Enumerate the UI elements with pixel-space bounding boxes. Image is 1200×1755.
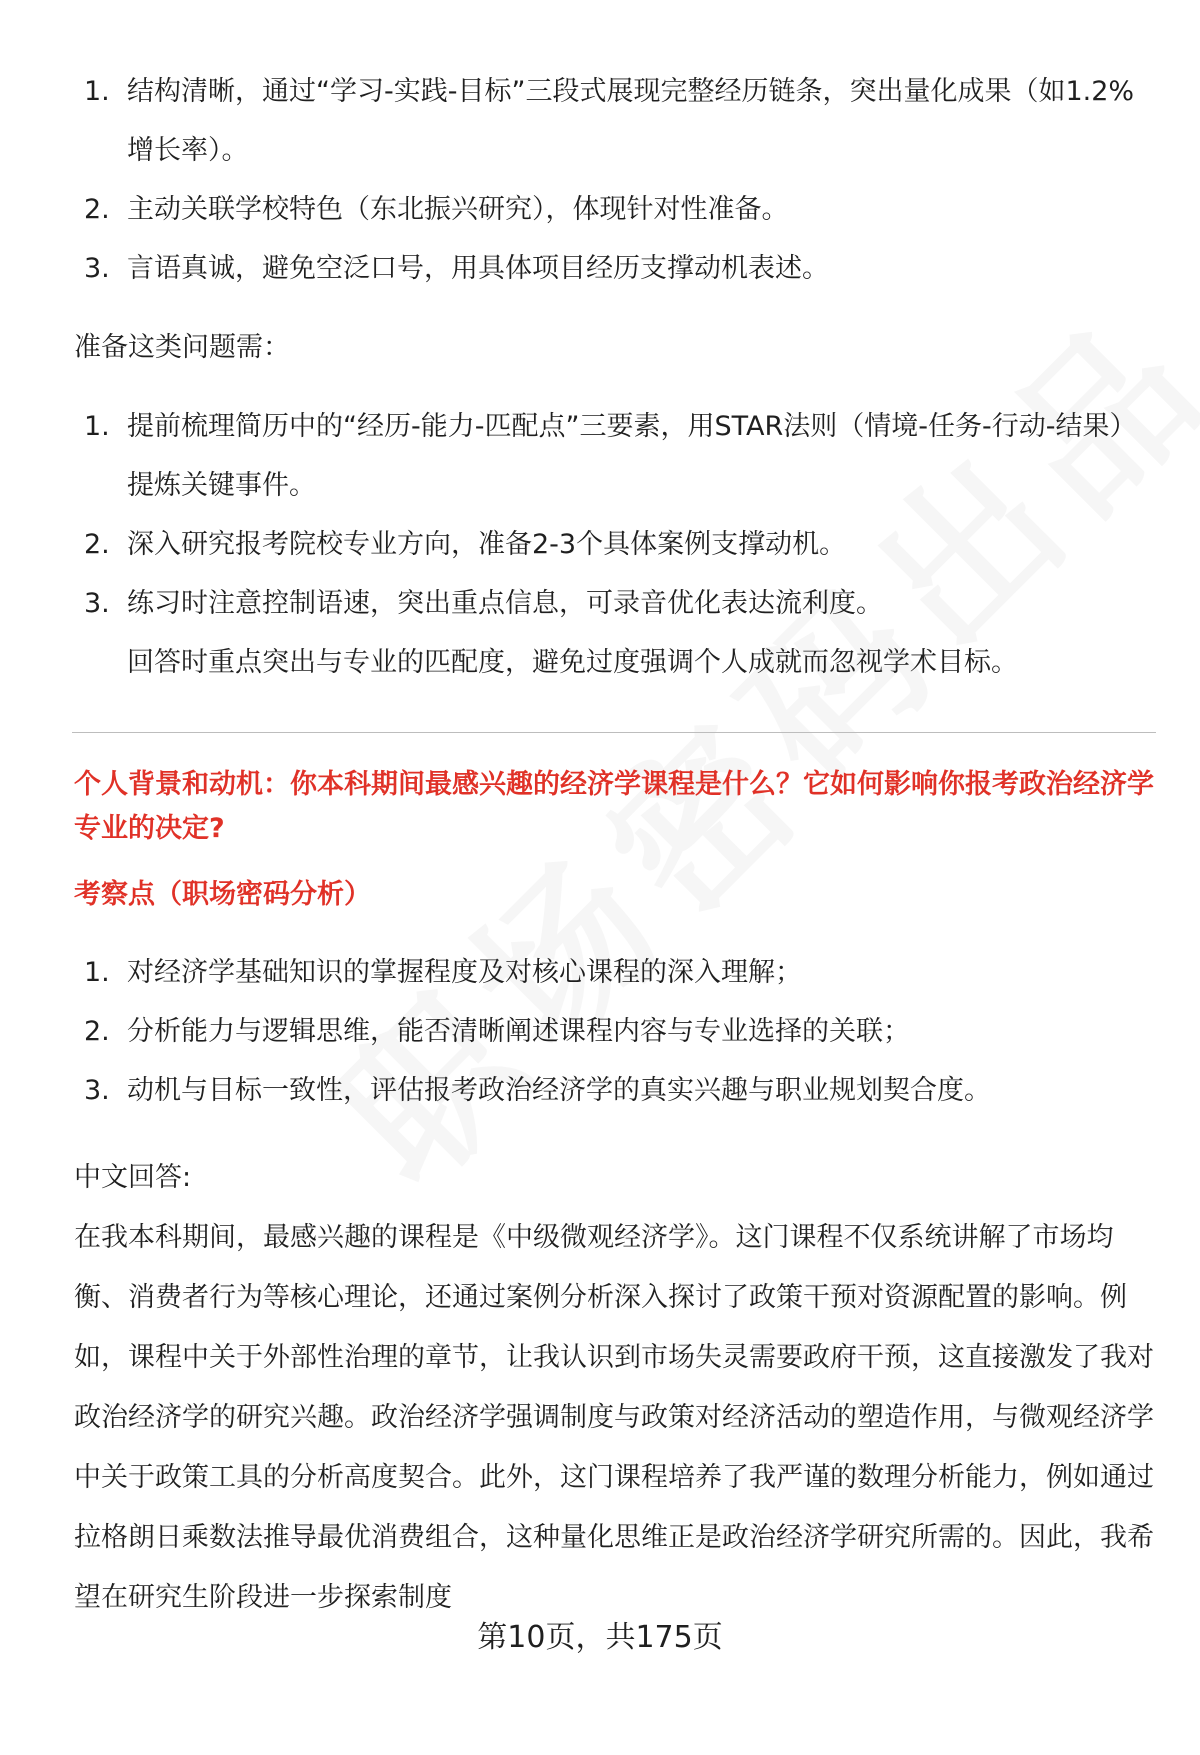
answer-label: 中文回答: <box>74 1162 192 1193</box>
list-item <box>74 943 1154 1002</box>
list-number: 2. <box>84 1016 110 1047</box>
list-number: 1. <box>84 76 110 107</box>
exam-points-list <box>74 943 1154 1120</box>
prep-label: 准备这类问题需： <box>74 332 290 363</box>
preparation-note: 回答时重点突出与专业的匹配度，避免过度强调个人成就而忽视学术目标。 <box>127 647 1018 678</box>
answer-text: 在我本科期间，最感兴趣的课程是《中级微观经济学》。这门课程不仅系统讲解了市场均衡、消费者行为等核心理论，还通过案例分析深入探讨了政策干预对资源配置的影响。例如，课程中关于外部性治理的章节，让我认识到市场失灵需要政府干预，这直接激发了我对政治经济学的研究兴趣。政治经济学强调制度与政策对经济活动的塑造作用，与微观经济学中关于政策工具的分析高度契合。此外，这门课程培养了我严谨的数理分析能力，例如通过拉格朗日乘数法推导最优消费组合，这种量化思维正是政治经济学研究所需的。因此，我希望在研究生阶段进一步探索制度 <box>74 1222 1154 1613</box>
list-item-text: 练习时注意控制语速，突出重点信息，可录音优化表达流利度。 <box>127 588 883 619</box>
section-divider <box>72 732 1156 733</box>
list-item-text: 言语真诚，避免空泛口号，用具体项目经历支撑动机表述。 <box>127 253 829 284</box>
list-number: 1. <box>84 411 110 442</box>
list-item-text: 主动关联学校特色（东北振兴研究），体现针对性准备。 <box>127 194 789 225</box>
list-item-text: 提前梳理简历中的“经历-能力-匹配点”三要素，用STAR法则（情境-任务-行动-结果）提炼关键事件。 <box>127 411 1137 501</box>
page-number: 第10页，共175页 <box>477 1620 723 1655</box>
list-number: 3. <box>84 1075 110 1106</box>
list-item <box>74 180 1154 239</box>
list-number: 3. <box>84 588 110 619</box>
preparation-list <box>74 397 1154 633</box>
list-number: 2. <box>84 529 110 560</box>
list-item-text: 深入研究报考院校专业方向，准备2-3个具体案例支撑动机。 <box>127 529 847 560</box>
question-heading: 个人背景和动机：你本科期间最感兴趣的经济学课程是什么？它如何影响你报考政治经济学专业的决定? <box>74 769 1154 844</box>
list-number: 2. <box>84 194 110 225</box>
list-item-text: 对经济学基础知识的掌握程度及对核心课程的深入理解； <box>127 957 802 988</box>
list-item <box>74 62 1154 180</box>
evaluation-list <box>74 62 1154 298</box>
list-item <box>74 515 1154 574</box>
page-content <box>74 62 1154 1628</box>
list-item <box>74 397 1154 515</box>
list-item-text: 动机与目标一致性，评估报考政治经济学的真实兴趣与职业规划契合度。 <box>127 1075 991 1106</box>
list-item <box>74 1061 1154 1120</box>
exam-points-title: 考察点（职场密码分析） <box>74 879 371 910</box>
list-number: 3. <box>84 253 110 284</box>
list-item <box>74 1002 1154 1061</box>
list-item-text: 分析能力与逻辑思维，能否清晰阐述课程内容与专业选择的关联； <box>127 1016 910 1047</box>
list-number: 1. <box>84 957 110 988</box>
list-item <box>74 574 1154 633</box>
list-item-text: 结构清晰，通过“学习-实践-目标”三段式展现完整经历链条，突出量化成果（如1.2%增长率）。 <box>127 76 1135 166</box>
list-item <box>74 239 1154 298</box>
